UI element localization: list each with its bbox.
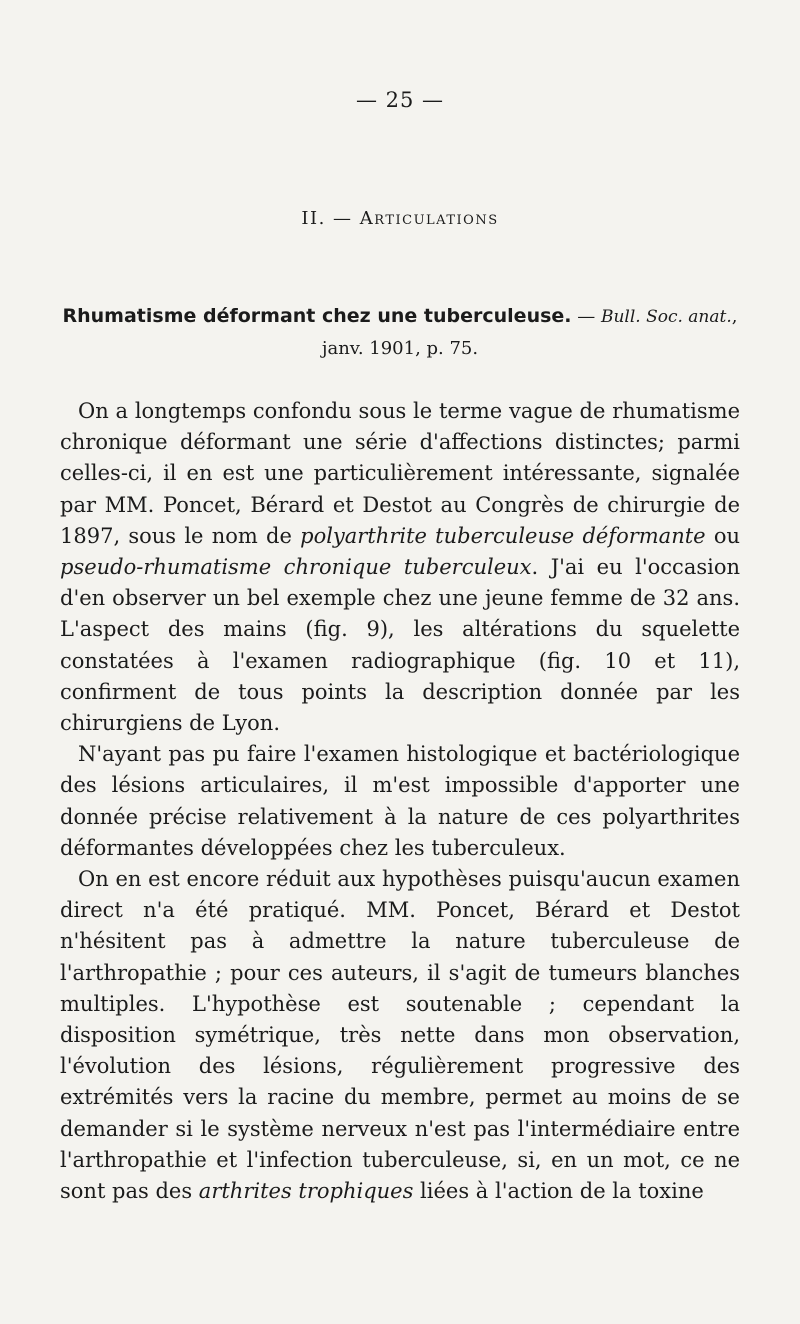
text-run: liées à l'action de la toxine — [413, 1179, 704, 1204]
paragraph — [60, 739, 740, 864]
article-title — [60, 300, 740, 365]
citation-details: , janv. 1901, p. 75. — [321, 306, 738, 359]
citation-dash: — — [571, 306, 601, 327]
citation-journal: Bull. Soc. anat. — [600, 307, 732, 327]
text-run: N'ayant pas pu faire l'examen histologique et bactériologique des lésions articulaires, il m'est impossible d'apporter une donnée précise relativement à la nature de ces polyarthrites déformantes développées chez les tuberculeux. — [60, 742, 740, 860]
text-run: ou — [705, 523, 740, 548]
paragraph — [60, 396, 740, 739]
body-text — [60, 396, 740, 1207]
page-number: — 25 — — [355, 88, 445, 112]
section-heading — [0, 208, 800, 229]
article-title-text: Rhumatisme déformant chez une tuberculeuse. — [62, 305, 572, 327]
italic-term: pseudo-rhumatisme chronique tuberculeux — [60, 555, 532, 580]
text-run: On a longtemps confondu sous le terme vague de rhumatisme chronique déformant une série d'affections distinctes; parmi celles-ci, il en est une particulièrement intéressante, signalée par MM. Poncet, Bérard et Destot au Congrès de chirurgie de 1897, sous le nom de — [60, 399, 740, 548]
paragraph — [60, 864, 740, 1207]
section-heading-prefix: II. — — [301, 208, 360, 229]
text-run: . J'ai eu l'occasion d'en observer un bel exemple chez une jeune femme de 32 ans. L'aspect des mains (fig. 9), les altérations du squelette constatées à l'examen radiographique (fig. 10 et 11), confirment de tous points la description donnée par les chirurgiens de Lyon. — [60, 555, 740, 736]
italic-term: polyarthrite tuberculeuse déformante — [300, 523, 706, 548]
section-heading-label: Articulations — [359, 208, 499, 229]
text-run: On en est encore réduit aux hypothèses puisqu'aucun examen direct n'a été pratiqué. MM. Poncet, Bérard et Destot n'hésitent pas à admettre la nature tuberculeuse de l'arthropathie ; pour ces auteurs, il s'agit de tumeurs blanches multiples. L'hypothèse est soutenable ; cependant la disposition symétrique, très nette dans mon observation, l'évolution des lésions, régulièrement progressive des extrémités vers la racine du membre, permet au moins de se demander si le système nerveux n'est pas l'intermédiaire entre l'arthropathie et l'infection tuberculeuse, si, en un mot, ce ne sont pas des — [60, 867, 740, 1204]
italic-term: arthrites trophiques — [198, 1179, 414, 1204]
